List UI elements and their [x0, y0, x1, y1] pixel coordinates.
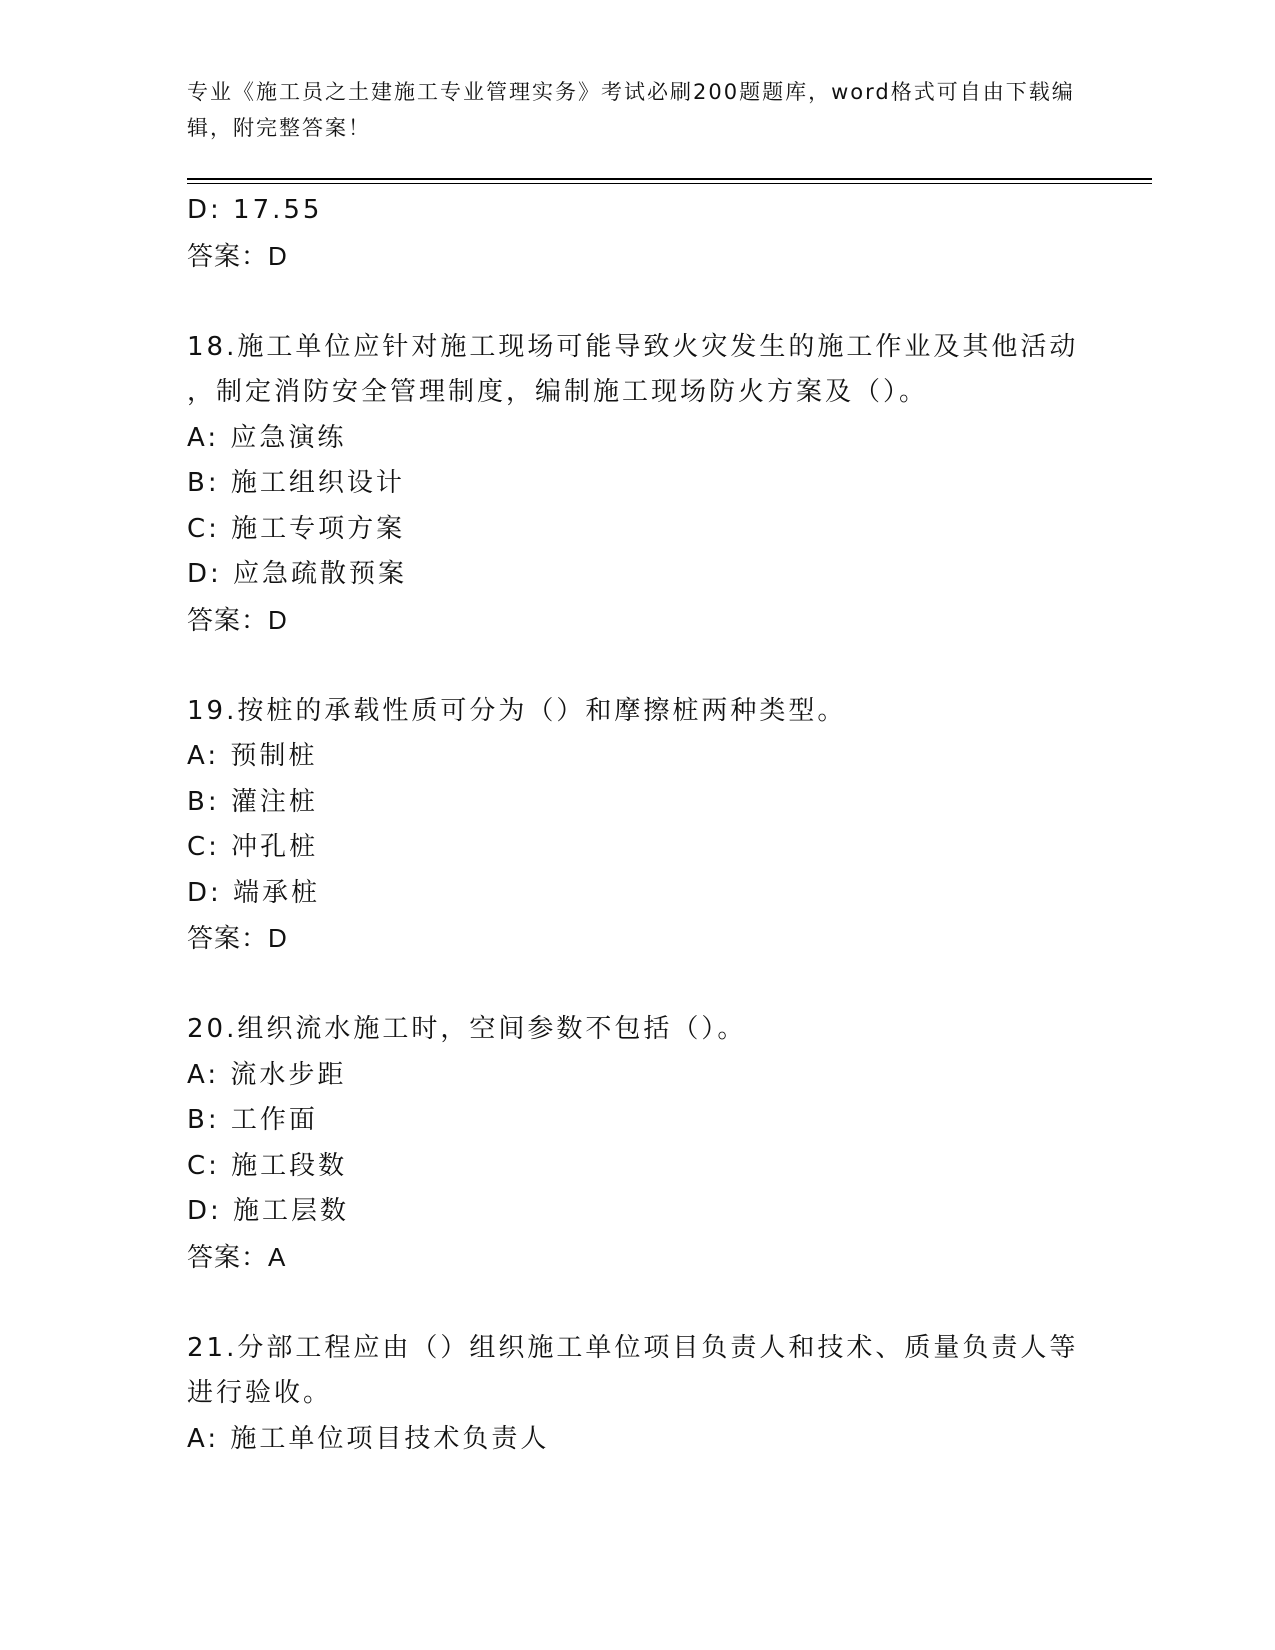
question-content [187, 188, 1087, 1462]
answer-line: 答案：D [187, 240, 288, 271]
previous-question-tail [187, 188, 1087, 279]
option-d: D: 端承桩 [187, 877, 321, 908]
answer-line: 答案：A [187, 1241, 287, 1272]
question-stem-continued: 进行验收。 [187, 1378, 333, 1408]
spacer [187, 1280, 1087, 1326]
option-d: D: 应急疏散预案 [187, 559, 408, 589]
question-stem: 18.施工单位应针对施工现场可能导致火灾发生的施工作业及其他活动 [187, 331, 1079, 362]
option-a: A: 施工单位项目技术负责人 [187, 1423, 550, 1454]
question-stem: 21.分部工程应由（）组织施工单位项目负责人和技术、质量负责人等 [187, 1332, 1079, 1363]
question-stem: 20.组织流水施工时，空间参数不包括（）。 [187, 1014, 747, 1044]
option-d: D: 17.55 [187, 195, 323, 225]
option-a: A: 预制桩 [187, 741, 318, 771]
option-a: A: 应急演练 [187, 422, 347, 453]
answer-line: 答案：D [187, 923, 288, 953]
header-divider [187, 178, 1152, 180]
question-stem: 19.按桩的承载性质可分为（）和摩擦桩两种类型。 [187, 695, 847, 726]
option-b: B: 灌注桩 [187, 786, 318, 817]
option-b: B: 施工组织设计 [187, 468, 405, 498]
answer-line: 答案：D [187, 604, 288, 635]
option-c: C: 施工专项方案 [187, 513, 406, 544]
option-b: B: 工作面 [187, 1105, 318, 1135]
header-divider-thin [187, 183, 1152, 184]
option-c: C: 冲孔桩 [187, 832, 319, 862]
option-c: C: 施工段数 [187, 1150, 348, 1181]
question-20 [187, 1007, 1087, 1280]
question-21 [187, 1326, 1087, 1463]
question-19 [187, 689, 1087, 962]
spacer [187, 279, 1087, 325]
option-d: D: 施工层数 [187, 1196, 350, 1226]
spacer [187, 643, 1087, 689]
question-18 [187, 325, 1087, 644]
document-header: 专业《施工员之土建施工专业管理实务》考试必刷200题题库，word格式可自由下载编辑，附完整答案！ [187, 80, 1075, 140]
option-a: A: 流水步距 [187, 1059, 347, 1090]
spacer [187, 962, 1087, 1008]
question-stem-continued: ，制定消防安全管理制度，编制施工现场防火方案及（）。 [187, 377, 929, 407]
